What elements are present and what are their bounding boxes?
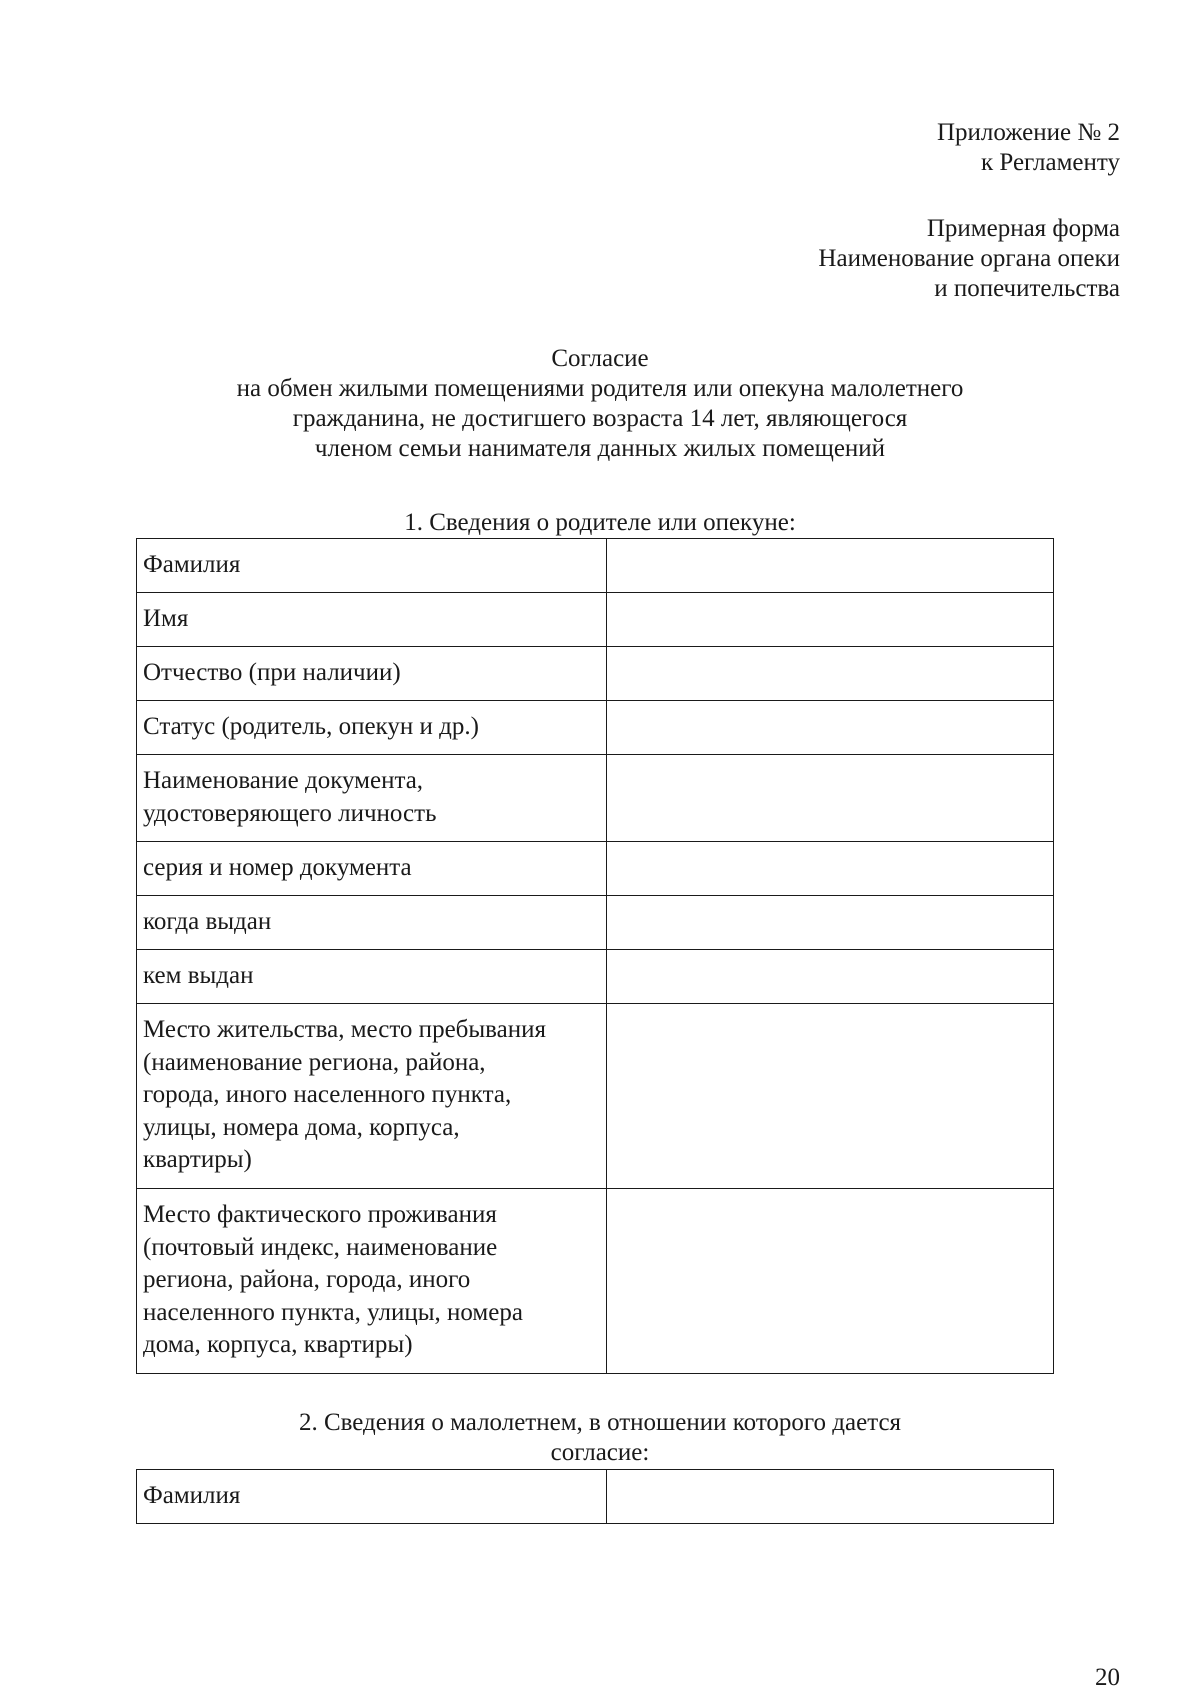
label-line: дома, корпуса, квартиры): [143, 1331, 413, 1358]
label-line: города, иного населенного пункта,: [143, 1081, 512, 1108]
minor-info-table: [136, 1469, 1054, 1524]
row-value-field[interactable]: [607, 1470, 1054, 1524]
title-line: членом семьи нанимателя данных жилых помещений: [314, 435, 886, 462]
row-value-field[interactable]: [607, 1004, 1054, 1189]
form-header: [818, 214, 1120, 304]
label-line: улицы, номера дома, корпуса,: [143, 1113, 460, 1141]
appendix-reference: [937, 118, 1120, 178]
table-row: [137, 647, 1054, 701]
label-line: удостоверяющего личность: [143, 799, 437, 827]
table-row: [137, 1189, 1054, 1374]
row-label: [137, 755, 607, 842]
label-line: Статус (родитель, опекун и др.): [143, 713, 479, 740]
row-label: [137, 593, 607, 647]
row-label: [137, 1470, 607, 1524]
row-value-field[interactable]: [607, 842, 1054, 896]
label-line: (наименование региона, района,: [143, 1048, 486, 1076]
section-2-heading: [0, 1408, 1200, 1468]
label-line: Фамилия: [143, 551, 241, 578]
appendix-line: к Регламенту: [980, 149, 1120, 176]
section-1-heading: 1. Сведения о родителе или опекуне:: [404, 509, 796, 536]
label-line: (почтовый индекс, наименование: [143, 1233, 498, 1261]
row-label: [137, 842, 607, 896]
label-line: населенного пункта, улицы, номера: [143, 1298, 523, 1326]
document-title: [0, 344, 1200, 464]
table-row: [137, 950, 1054, 1004]
label-line: региона, района, города, иного: [143, 1266, 471, 1293]
row-value-field[interactable]: [607, 896, 1054, 950]
authority-name-line: и попечительства: [934, 275, 1120, 302]
table-row: [137, 896, 1054, 950]
row-value-field[interactable]: [607, 1189, 1054, 1374]
label-line: Место жительства, место пребывания: [143, 1016, 547, 1043]
label-line: Фамилия: [143, 1482, 241, 1509]
title-line: Согласие: [551, 345, 649, 372]
row-value-field[interactable]: [607, 539, 1054, 593]
table-row: [137, 1004, 1054, 1189]
label-line: Отчество (при наличии): [143, 659, 401, 686]
table-row: [137, 755, 1054, 842]
page-number: 20: [1095, 1664, 1120, 1691]
row-label: [137, 1004, 607, 1189]
row-label: [137, 950, 607, 1004]
row-label: [137, 647, 607, 701]
parent-info-table: [136, 538, 1054, 1374]
label-line: кем выдан: [143, 962, 254, 989]
label-line: квартиры): [143, 1146, 252, 1173]
label-line: когда выдан: [143, 908, 272, 935]
row-value-field[interactable]: [607, 701, 1054, 755]
table-row: [137, 593, 1054, 647]
row-label: [137, 701, 607, 755]
row-value-field[interactable]: [607, 950, 1054, 1004]
row-value-field[interactable]: [607, 647, 1054, 701]
form-type-line: Примерная форма: [926, 215, 1120, 242]
appendix-line: Приложение № 2: [936, 119, 1120, 146]
label-line: серия и номер документа: [143, 854, 412, 881]
label-line: Имя: [143, 605, 189, 632]
row-value-field[interactable]: [607, 593, 1054, 647]
authority-name-line: Наименование органа опеки: [818, 245, 1120, 272]
heading-line: 2. Сведения о малолетнем, в отношении которого дается: [298, 1409, 902, 1436]
table-row: [137, 539, 1054, 593]
label-line: Место фактического проживания: [143, 1201, 497, 1228]
table-row: [137, 842, 1054, 896]
row-value-field[interactable]: [607, 755, 1054, 842]
row-label: [137, 896, 607, 950]
heading-line: согласие:: [550, 1439, 650, 1466]
label-line: Наименование документа,: [143, 767, 424, 794]
table-row: [137, 701, 1054, 755]
table-row: [137, 1470, 1054, 1524]
row-label: [137, 539, 607, 593]
row-label: [137, 1189, 607, 1374]
title-line: гражданина, не достигшего возраста 14 лет, являющегося: [292, 405, 908, 432]
title-line: на обмен жилыми помещениями родителя или опекуна малолетнего: [236, 375, 964, 402]
